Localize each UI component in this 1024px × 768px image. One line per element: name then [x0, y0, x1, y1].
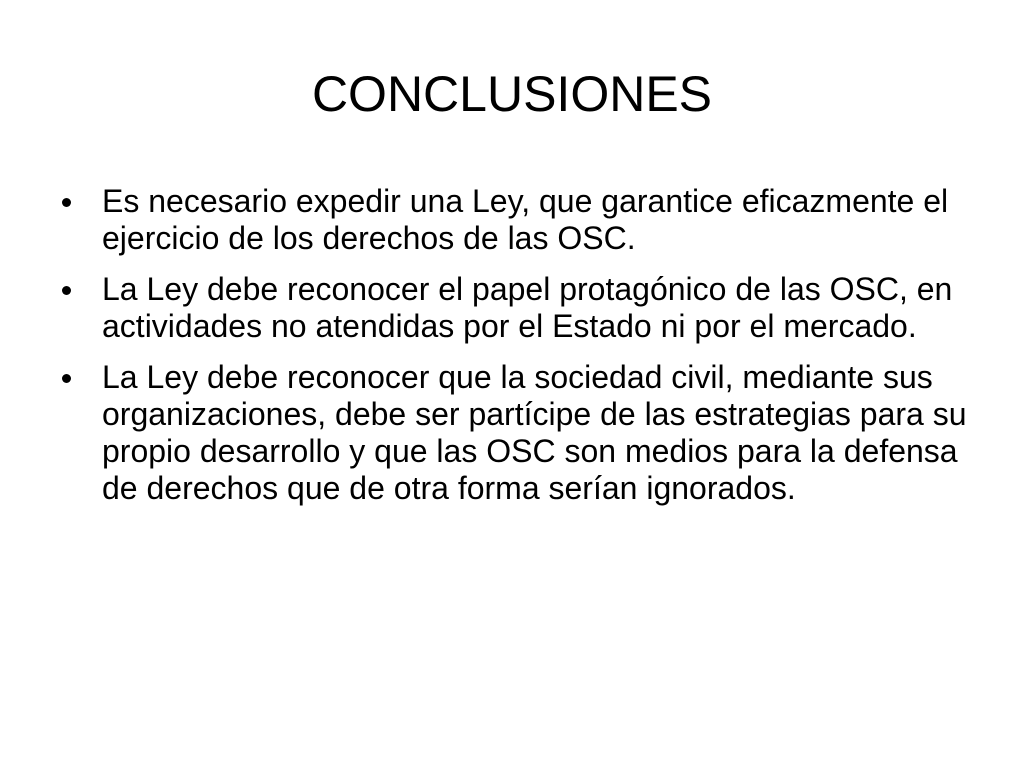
- bullet-text: La Ley debe reconocer el papel protagónico de las OSC, en actividades no atendidas por el Estado ni por el mercado.: [102, 271, 953, 344]
- bullet-list: [60, 183, 980, 521]
- bullet-item: [60, 271, 980, 345]
- bullet-point-icon: [62, 374, 71, 383]
- slide-title: CONCLUSIONES: [311, 66, 713, 122]
- bullet-item: [60, 359, 980, 507]
- bullet-text: La Ley debe reconocer que la sociedad civil, mediante sus organizaciones, debe ser partícipe de las estrategias para su propio desarrollo y que las OSC son medios para la defensa de derechos que de otra forma serían ignorados.: [102, 359, 967, 506]
- bullet-point-icon: [62, 286, 71, 295]
- bullet-text: Es necesario expedir una Ley, que garantice eficazmente el ejercicio de los derechos de las OSC.: [102, 183, 949, 256]
- bullet-item: [60, 183, 980, 257]
- bullet-point-icon: [62, 198, 71, 207]
